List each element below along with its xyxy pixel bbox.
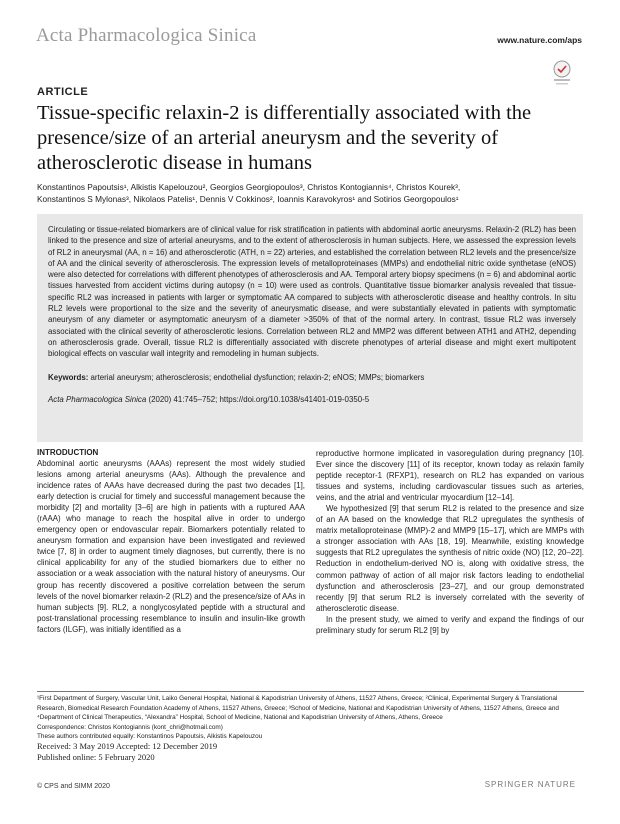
keywords-list: arterial aneurysm; atherosclerosis; endothelial dysfunction; relaxin-2; eNOS; MMPs; biomarkers bbox=[90, 373, 425, 382]
journal-name: Acta Pharmacologica Sinica bbox=[36, 25, 257, 46]
copyright: © CPS and SIMM 2020 bbox=[37, 783, 110, 790]
keywords bbox=[48, 372, 576, 383]
received-date: Received: 3 May 2019 Accepted: 12 December 2019 bbox=[37, 741, 218, 751]
authors-line: Konstantinos Papoutsis¹, Alkistis Kapelouzou², Georgios Georgiopoulos³, Christos Kontogiannis⁴, Christos Kourek³, bbox=[37, 182, 461, 192]
article-dates bbox=[37, 741, 337, 762]
citation-journal: Acta Pharmacologica Sinica bbox=[48, 395, 147, 404]
journal-url[interactable]: www.nature.com/aps bbox=[497, 35, 582, 45]
published-date: Published online: 5 February 2020 bbox=[37, 751, 155, 762]
citation bbox=[48, 395, 576, 404]
affiliations: ¹First Department of Surgery, Vascular Unit, Laiko General Hospital, National & Kapodistrian University of Athens, 11527 Athens, Greece; ²Clinical, Experimental Surgery & Translational Research, Biomedical Research Foundation Academy of Athens, 11527 Athens, Greece; ³School of Medicine, National and Kapodistrian University of Athens, 11527 Athens, Greece and ⁴Department of Clinical Therapeutics, “Alexandra” Hospital, School of Medicine, National and Kapodistrian University of Athens, Athens, Greece bbox=[37, 695, 559, 722]
intro-paragraph: reproductive hormone implicated in vasoregulation during pregnancy [10]. Ever since the discovery [11] of its receptor, known today as relaxin family peptide receptor-1 (RFXP1), research on RL2 has expanded on various tissues and systems, including cardiovascular tissues such as arteries, veins, and the atrial and ventricular myocardium [12–14]. bbox=[316, 449, 584, 503]
body-column-right bbox=[316, 448, 584, 636]
authors-line: Konstantinos S Mylonas³, Nikolaos Patelis¹, Dennis V Cokkinos², Ioannis Karavokyros¹ and Sotirios Georgopoulos¹ bbox=[37, 194, 459, 204]
check-for-updates-icon[interactable] bbox=[552, 60, 572, 86]
affiliations-footnote bbox=[37, 694, 584, 742]
intro-paragraph: We hypothesized [9] that serum RL2 is related to the presence and size of an AA based on the knowledge that RL2 upregulates the synthesis of matrix metalloproteinase (MMP)-2 and MMP9 [15–17], which are MMPs with a stronger association with AAs [18, 19]. Meanwhile, existing knowledge suggests that RL2 upregulates the synthesis of nitric oxide (NO) [12, 20–22]. Reduction in endothelium-derived NO is, along with oxidative stress, the common pathway of action of all major risk factors leading to endothelial dysfunction and atherosclerosis [23–27], and our group demonstrated recently [9] that serum RL2 is inversely correlated with the severity of atherosclerotic disease. bbox=[316, 504, 584, 613]
body-column-left bbox=[37, 458, 305, 635]
citation-doi[interactable]: (2020) 41:745–752; https://doi.org/10.1038/s41401-019-0350-5 bbox=[148, 395, 370, 404]
section-heading-introduction: INTRODUCTION bbox=[37, 448, 99, 457]
intro-paragraph: In the present study, we aimed to verify and expand the findings of our preliminary study for serum RL2 [9] by bbox=[316, 614, 584, 635]
equal-contribution: These authors contributed equally: Konstantinos Papoutsis, Alkistis Kapelouzou bbox=[37, 733, 263, 741]
correspondence: Correspondence: Christos Kontogiannis (kont_chri@hotmail.com) bbox=[37, 723, 223, 731]
keywords-label: Keywords: bbox=[48, 373, 89, 382]
author-list bbox=[37, 181, 597, 205]
publisher-logo: SPRINGER NATURE bbox=[484, 780, 576, 789]
intro-paragraph: Abdominal aortic aneurysms (AAAs) represent the most widely studied lesions among arterial aneurysms (AAs). Although the prevalence and incidence rates of AAAs have decreased during the past two decades [1], early detection is crucial for timely and successful management because the morbidity [2] and mortality [3–6] are high in patients with a ruptured AAA (rAAA) who manage to reach the hospital alive in order to undergo emergency open or endovascular repair. Biomarkers potentially related to aneurysm formation and expansion have been investigated and reviewed twice [7, 8] in order to augment timely diagnoses, but currently, there is no clinical applicability for any of the studied biomarkers due to either no association or a weak association with the natural history of aneurysms. Our group has recently discovered a positive correlation between the serum levels of the novel biomarker relaxin-2 (RL2) and the presence/size of AAs in human subjects [9]. RL2, a nonglycosylated peptide with a structural and post-translational processing resemblance to insulin and insulin-like growth factors (ILGF), was initially identified as a bbox=[37, 459, 305, 634]
article-title: Tissue-specific relaxin-2 is differentially associated with the presence/size of an arterial aneurysm and the severity of atherosclerotic disease in humans bbox=[37, 102, 532, 174]
abstract-text: Circulating or tissue-related biomarkers are of clinical value for risk stratification in patients with abdominal aortic aneurysms. Relaxin-2 (RL2) has been linked to the presence and size of arterial aneurysms, and to the extent of atherosclerosis in human subjects. Here, we assessed the expression levels of RL2 in aneurysmal (AA, n = 16) and atherosclerotic (ATH, n = 22) arteries, and established the correlation between RL2 levels and the presence/size of AA and the clinical severity of atherosclerosis. The expression levels of metalloproteinases (MMPs) and endothelial nitric oxide synthetase (eNOS) were also detected for correlations with different phenotypes of atherosclerosis and AA. Temporal artery biopsy specimens (n = 6) and abdominal aortic tissues harvested from accident victims during autopsy (n = 10) were used as controls. Quantitative tissue biomarker analysis revealed that tissue-specific RL2 was increased in patients with larger or symptomatic AA compared to subjects with atherosclerotic disease and healthy controls. In situ RL2 levels were proportional to the size and the severity of aneurysmatic disease, and were substantially elevated in patients with symptomatic aneurysm of any diameter or asymptomatic aneurysm of a diameter >350% of that of the normal artery. In contrast, tissue RL2 was inversely associated with the clinical severity of atherosclerotic lesions. Correlation between RL2 and MMP2 was different between ATH1 and ATH2, depending on atherosclerosis grade. Overall, tissue RL2 is differentially associated with discrete phenotypes of arterial disease and might exert multipotent biological effects on vascular wall integrity and remodeling in human subjects. bbox=[48, 225, 576, 359]
article-type-label: ARTICLE bbox=[37, 86, 89, 98]
footnote-divider bbox=[37, 691, 584, 692]
